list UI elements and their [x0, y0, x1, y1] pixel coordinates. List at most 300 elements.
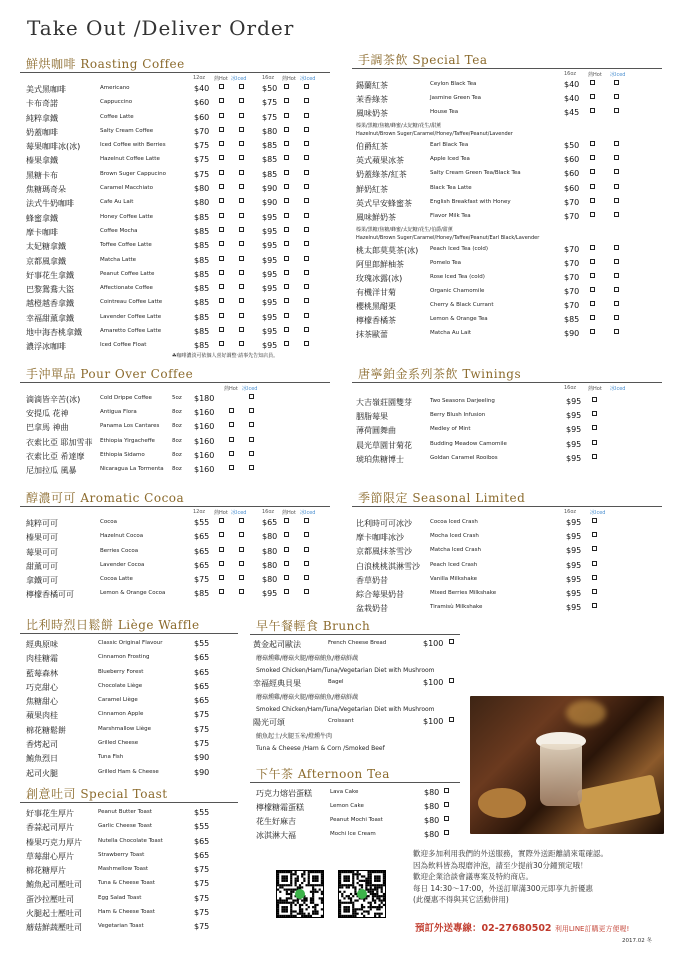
checkbox[interactable] — [304, 84, 309, 89]
checkbox[interactable] — [239, 575, 244, 580]
menu-item[interactable] — [352, 315, 662, 329]
size-header — [352, 69, 662, 80]
checkbox[interactable] — [614, 184, 619, 189]
menu-item[interactable] — [352, 155, 662, 169]
menu-item[interactable] — [250, 788, 460, 802]
item-price: $90 — [262, 184, 278, 194]
menu-item[interactable] — [20, 696, 238, 710]
menu-item[interactable] — [352, 259, 662, 273]
checkbox[interactable] — [304, 213, 309, 218]
item-name: 香蒜起司厚片 — [26, 823, 74, 833]
checkbox[interactable] — [239, 284, 244, 289]
menu-item[interactable] — [352, 425, 662, 439]
checkbox[interactable] — [239, 127, 244, 132]
menu-item[interactable] — [20, 422, 330, 436]
menu-item[interactable] — [352, 454, 662, 468]
item-name: 白浪桃桃淇淋雪沙 — [356, 561, 420, 571]
checkbox[interactable] — [304, 327, 309, 332]
menu-item[interactable] — [20, 532, 330, 546]
checkbox[interactable] — [284, 284, 289, 289]
menu-item[interactable] — [20, 465, 330, 479]
item-size: 8oz — [172, 451, 182, 458]
checkbox[interactable] — [219, 141, 224, 146]
menu-item[interactable] — [250, 816, 460, 830]
checkbox[interactable] — [229, 465, 234, 470]
item-price: $75 — [194, 879, 210, 889]
menu-item[interactable] — [352, 532, 662, 546]
checkbox[interactable] — [219, 284, 224, 289]
menu-item[interactable] — [20, 682, 238, 696]
menu-item[interactable] — [352, 561, 662, 575]
item-name: 尼加拉瓜 風暴 — [26, 465, 77, 475]
item-english-name: Americano — [100, 85, 130, 91]
item-english-name: Ethiopia Sidamo — [100, 451, 145, 458]
menu-item[interactable] — [20, 451, 330, 465]
edition-date: 2017.02 冬 — [622, 938, 652, 944]
checkbox[interactable] — [239, 84, 244, 89]
menu-item[interactable] — [20, 98, 330, 112]
menu-item[interactable] — [20, 639, 238, 653]
menu-item[interactable] — [352, 198, 662, 212]
menu-item[interactable] — [352, 546, 662, 560]
qr-code-icon[interactable] — [276, 870, 324, 918]
checkbox[interactable] — [590, 94, 595, 99]
checkbox[interactable] — [239, 227, 244, 232]
menu-item[interactable] — [20, 170, 330, 184]
menu-item[interactable] — [352, 518, 662, 532]
checkbox[interactable] — [239, 561, 244, 566]
checkbox[interactable] — [592, 454, 597, 459]
checkbox[interactable] — [304, 298, 309, 303]
checkbox[interactable] — [239, 270, 244, 275]
menu-item[interactable] — [20, 653, 238, 667]
delivery-hotline[interactable] — [415, 920, 629, 934]
item-english-name: Black Tea Latte — [430, 184, 472, 191]
section-title: 早午餐輕食 Brunch — [250, 618, 460, 635]
checkbox[interactable] — [249, 465, 254, 470]
menu-item[interactable] — [20, 84, 330, 98]
menu-item[interactable] — [20, 753, 238, 767]
checkbox[interactable] — [219, 127, 224, 132]
menu-item[interactable] — [20, 822, 238, 836]
checkbox[interactable] — [219, 84, 224, 89]
checkbox[interactable] — [304, 113, 309, 118]
checkbox[interactable] — [304, 141, 309, 146]
menu-item[interactable] — [352, 184, 662, 198]
menu-item[interactable] — [20, 256, 330, 270]
checkbox[interactable] — [229, 422, 234, 427]
menu-item[interactable] — [20, 213, 330, 227]
checkbox[interactable] — [444, 816, 449, 821]
checkbox[interactable] — [592, 518, 597, 523]
menu-item[interactable] — [20, 155, 330, 169]
checkbox[interactable] — [219, 170, 224, 175]
item-name: 焦糖瑪奇朵 — [26, 185, 66, 195]
checkbox[interactable] — [449, 717, 454, 722]
checkbox[interactable] — [592, 546, 597, 551]
checkbox[interactable] — [284, 84, 289, 89]
menu-item[interactable] — [20, 668, 238, 682]
menu-item[interactable] — [20, 879, 238, 893]
checkbox[interactable] — [590, 184, 595, 189]
item-price: $80 — [424, 802, 440, 812]
menu-item[interactable] — [20, 768, 238, 782]
item-name: 花生好麻吉 — [256, 817, 296, 827]
checkbox[interactable] — [284, 341, 289, 346]
checkbox[interactable] — [614, 315, 619, 320]
checkbox[interactable] — [592, 589, 597, 594]
item-english-name: Caramel Liège — [98, 697, 138, 704]
hot-label: 熱Hot — [282, 76, 296, 82]
menu-item[interactable] — [20, 851, 238, 865]
checkbox[interactable] — [614, 169, 619, 174]
checkbox[interactable] — [239, 313, 244, 318]
menu-item[interactable] — [20, 908, 238, 922]
menu-item[interactable] — [20, 710, 238, 724]
menu-item[interactable] — [20, 408, 330, 422]
menu-item[interactable] — [352, 141, 662, 155]
checkbox[interactable] — [444, 830, 449, 835]
checkbox[interactable] — [304, 341, 309, 346]
checkbox[interactable] — [592, 411, 597, 416]
item-price: $80 — [262, 560, 278, 570]
item-name: 好事花生拿鐵 — [26, 270, 74, 280]
checkbox[interactable] — [239, 532, 244, 537]
item-english-name: Blueberry Forest — [98, 668, 144, 675]
checkbox[interactable] — [219, 313, 224, 318]
checkbox[interactable] — [219, 227, 224, 232]
menu-item[interactable] — [20, 865, 238, 879]
checkbox[interactable] — [614, 245, 619, 250]
menu-item[interactable] — [20, 113, 330, 127]
menu-item[interactable] — [250, 830, 460, 844]
checkbox[interactable] — [239, 298, 244, 303]
checkbox[interactable] — [284, 547, 289, 552]
brunch-section — [250, 618, 460, 756]
item-price: $75 — [194, 575, 210, 585]
checkbox[interactable] — [590, 329, 595, 334]
menu-item[interactable] — [352, 273, 662, 287]
checkbox[interactable] — [219, 256, 224, 261]
checkbox[interactable] — [284, 213, 289, 218]
menu-item[interactable] — [352, 329, 662, 343]
checkbox[interactable] — [614, 287, 619, 292]
menu-item[interactable] — [352, 80, 662, 94]
checkbox[interactable] — [284, 518, 289, 523]
item-price: $80 — [424, 788, 440, 797]
checkbox[interactable] — [284, 198, 289, 203]
checkbox[interactable] — [284, 327, 289, 332]
item-name: 滴滴皆辛苦(冰) — [26, 395, 81, 404]
menu-item[interactable] — [250, 717, 460, 755]
checkbox[interactable] — [219, 198, 224, 203]
checkbox[interactable] — [284, 113, 289, 118]
item-name: 火腿起士壓吐司 — [26, 909, 82, 919]
item-price: $40 — [194, 84, 210, 93]
checkbox[interactable] — [284, 298, 289, 303]
checkbox[interactable] — [239, 155, 244, 160]
checkbox[interactable] — [239, 213, 244, 218]
item-price: $70 — [564, 287, 580, 297]
menu-item[interactable] — [20, 127, 330, 141]
checkbox[interactable] — [284, 227, 289, 232]
checkbox[interactable] — [592, 397, 597, 402]
checkbox[interactable] — [249, 437, 254, 442]
menu-item[interactable] — [20, 284, 330, 298]
checkbox[interactable] — [592, 425, 597, 430]
menu-item[interactable] — [20, 561, 330, 575]
checkbox[interactable] — [284, 270, 289, 275]
checkbox[interactable] — [284, 575, 289, 580]
item-options: Smoked Chicken/Ham/Tuna/Vegetarian Diet with Mushroom — [256, 667, 435, 674]
checkbox[interactable] — [590, 169, 595, 174]
checkbox[interactable] — [284, 127, 289, 132]
checkbox[interactable] — [284, 256, 289, 261]
checkbox[interactable] — [304, 575, 309, 580]
checkbox[interactable] — [219, 518, 224, 523]
menu-item[interactable] — [250, 678, 460, 716]
checkbox[interactable] — [614, 329, 619, 334]
checkbox[interactable] — [219, 155, 224, 160]
checkbox[interactable] — [249, 394, 254, 399]
menu-item[interactable] — [352, 397, 662, 411]
checkbox[interactable] — [219, 589, 224, 594]
checkbox[interactable] — [239, 198, 244, 203]
checkbox[interactable] — [284, 155, 289, 160]
item-name: 香烤起司 — [26, 740, 58, 750]
menu-item[interactable] — [352, 440, 662, 454]
menu-item[interactable] — [352, 94, 662, 108]
item-english-name: Medley of Mint — [430, 426, 471, 433]
phone-number[interactable]: 預訂外送專線：02-27680502 — [415, 923, 552, 934]
item-price: $95 — [566, 574, 582, 584]
checkbox[interactable] — [304, 313, 309, 318]
checkbox[interactable] — [304, 589, 309, 594]
checkbox[interactable] — [239, 256, 244, 261]
checkbox[interactable] — [590, 315, 595, 320]
menu-item[interactable] — [20, 184, 330, 198]
item-price: $50 — [564, 141, 580, 151]
item-price: $75 — [194, 922, 210, 932]
checkbox[interactable] — [444, 802, 449, 807]
checkbox[interactable] — [284, 313, 289, 318]
item-price: $100 — [423, 678, 444, 687]
checkbox[interactable] — [304, 241, 309, 246]
checkbox[interactable] — [249, 422, 254, 427]
checkbox[interactable] — [219, 241, 224, 246]
promo-line: (此優惠不得與其它活動併用) — [413, 895, 509, 905]
checkbox[interactable] — [592, 561, 597, 566]
checkbox[interactable] — [219, 532, 224, 537]
menu-item[interactable] — [20, 547, 330, 561]
checkbox[interactable] — [219, 298, 224, 303]
checkbox[interactable] — [219, 113, 224, 118]
checkbox[interactable] — [219, 341, 224, 346]
checkbox[interactable] — [284, 141, 289, 146]
menu-item[interactable] — [20, 394, 330, 408]
checkbox[interactable] — [239, 98, 244, 103]
item-price: $100 — [423, 717, 444, 726]
item-english-name: Cocoa — [100, 519, 117, 525]
checkbox[interactable] — [304, 284, 309, 289]
menu-item[interactable] — [250, 802, 460, 816]
checkbox[interactable] — [592, 440, 597, 445]
roasting-coffee-section — [20, 56, 330, 359]
checkbox[interactable] — [449, 678, 454, 683]
checkbox[interactable] — [590, 273, 595, 278]
menu-item[interactable] — [20, 313, 330, 327]
item-name: 衣索比亞 希達摩 — [26, 451, 85, 461]
menu-item[interactable] — [20, 725, 238, 739]
size-12oz-label: 12oz — [193, 509, 206, 515]
menu-item[interactable] — [20, 198, 330, 212]
checkbox[interactable] — [304, 127, 309, 132]
checkbox[interactable] — [304, 198, 309, 203]
checkbox[interactable] — [239, 518, 244, 523]
item-english-name: Brown Suger Cappucino — [100, 170, 166, 177]
checkbox[interactable] — [249, 451, 254, 456]
qr-code-icon[interactable] — [338, 870, 386, 918]
menu-item[interactable] — [352, 212, 662, 226]
checkbox[interactable] — [229, 437, 234, 442]
checkbox[interactable] — [590, 245, 595, 250]
iced-label: 冰Iced — [242, 386, 258, 392]
checkbox[interactable] — [239, 170, 244, 175]
menu-item[interactable] — [20, 327, 330, 341]
checkbox[interactable] — [614, 94, 619, 99]
checkbox[interactable] — [239, 327, 244, 332]
menu-item[interactable] — [352, 169, 662, 183]
checkbox[interactable] — [304, 256, 309, 261]
menu-item[interactable] — [352, 589, 662, 603]
checkbox[interactable] — [239, 241, 244, 246]
checkbox[interactable] — [590, 108, 595, 113]
checkbox[interactable] — [304, 270, 309, 275]
menu-item[interactable] — [20, 837, 238, 851]
checkbox[interactable] — [304, 170, 309, 175]
menu-item[interactable] — [352, 287, 662, 301]
checkbox[interactable] — [614, 259, 619, 264]
checkbox[interactable] — [614, 108, 619, 113]
checkbox[interactable] — [219, 184, 224, 189]
menu-item[interactable] — [20, 808, 238, 822]
checkbox[interactable] — [284, 184, 289, 189]
checkbox[interactable] — [239, 547, 244, 552]
checkbox[interactable] — [614, 80, 619, 85]
checkbox[interactable] — [590, 198, 595, 203]
checkbox[interactable] — [304, 547, 309, 552]
menu-item[interactable] — [352, 301, 662, 315]
checkbox[interactable] — [592, 575, 597, 580]
menu-item[interactable] — [250, 639, 460, 677]
checkbox[interactable] — [304, 98, 309, 103]
checkbox[interactable] — [249, 408, 254, 413]
checkbox[interactable] — [219, 547, 224, 552]
menu-item[interactable] — [352, 411, 662, 425]
menu-item[interactable] — [352, 575, 662, 589]
item-price: $70 — [564, 211, 580, 221]
checkbox[interactable] — [590, 259, 595, 264]
checkbox[interactable] — [614, 198, 619, 203]
checkbox[interactable] — [592, 532, 597, 537]
checkbox[interactable] — [614, 155, 619, 160]
checkbox[interactable] — [304, 532, 309, 537]
checkbox[interactable] — [229, 408, 234, 413]
checkbox[interactable] — [239, 141, 244, 146]
checkbox[interactable] — [614, 301, 619, 306]
checkbox[interactable] — [239, 184, 244, 189]
checkbox[interactable] — [614, 141, 619, 146]
checkbox[interactable] — [219, 327, 224, 332]
checkbox[interactable] — [219, 270, 224, 275]
checkbox[interactable] — [304, 184, 309, 189]
menu-item[interactable] — [20, 141, 330, 155]
menu-item[interactable] — [20, 298, 330, 312]
checkbox[interactable] — [614, 273, 619, 278]
menu-item[interactable] — [20, 894, 238, 908]
checkbox[interactable] — [590, 212, 595, 217]
checkbox[interactable] — [592, 603, 597, 608]
menu-item[interactable] — [20, 922, 238, 936]
menu-item[interactable] — [20, 270, 330, 284]
checkbox[interactable] — [590, 301, 595, 306]
flavor-options-en: Hazelnut/Brown Suger/Caramel/Honey/Taffee/Peanut/Earl Black/Lavender — [356, 234, 540, 241]
menu-item[interactable] — [20, 518, 330, 532]
item-english-name: Tiramisù Milkshake — [430, 604, 483, 611]
checkbox[interactable] — [590, 155, 595, 160]
checkbox[interactable] — [284, 532, 289, 537]
checkbox[interactable] — [239, 113, 244, 118]
checkbox[interactable] — [219, 575, 224, 580]
checkbox[interactable] — [219, 98, 224, 103]
checkbox[interactable] — [304, 155, 309, 160]
menu-item[interactable] — [20, 227, 330, 241]
checkbox[interactable] — [284, 589, 289, 594]
checkbox[interactable] — [304, 518, 309, 523]
checkbox[interactable] — [304, 561, 309, 566]
checkbox[interactable] — [590, 80, 595, 85]
checkbox[interactable] — [219, 213, 224, 218]
checkbox[interactable] — [590, 287, 595, 292]
item-price: $60 — [194, 112, 210, 122]
section-title: 醇濃可可 Aromatic Cocoa — [20, 490, 330, 507]
menu-item[interactable] — [20, 437, 330, 451]
menu-item[interactable] — [352, 603, 662, 617]
item-price: $55 — [194, 822, 210, 832]
checkbox[interactable] — [304, 227, 309, 232]
menu-item[interactable] — [20, 589, 330, 603]
menu-item[interactable] — [20, 241, 330, 255]
checkbox[interactable] — [284, 98, 289, 103]
menu-item[interactable] — [20, 575, 330, 589]
menu-item[interactable] — [20, 739, 238, 753]
checkbox[interactable] — [449, 639, 454, 644]
checkbox[interactable] — [284, 561, 289, 566]
checkbox[interactable] — [590, 141, 595, 146]
checkbox[interactable] — [444, 788, 449, 793]
checkbox[interactable] — [229, 451, 234, 456]
checkbox[interactable] — [239, 589, 244, 594]
checkbox[interactable] — [284, 241, 289, 246]
item-english-name: Honey Coffee Latte — [100, 213, 154, 220]
menu-item[interactable] — [352, 108, 662, 122]
checkbox[interactable] — [219, 561, 224, 566]
checkbox[interactable] — [614, 212, 619, 217]
menu-item[interactable] — [352, 245, 662, 259]
checkbox[interactable] — [284, 170, 289, 175]
item-name: 幸福甜薰拿鐵 — [26, 313, 74, 323]
checkbox[interactable] — [239, 341, 244, 346]
